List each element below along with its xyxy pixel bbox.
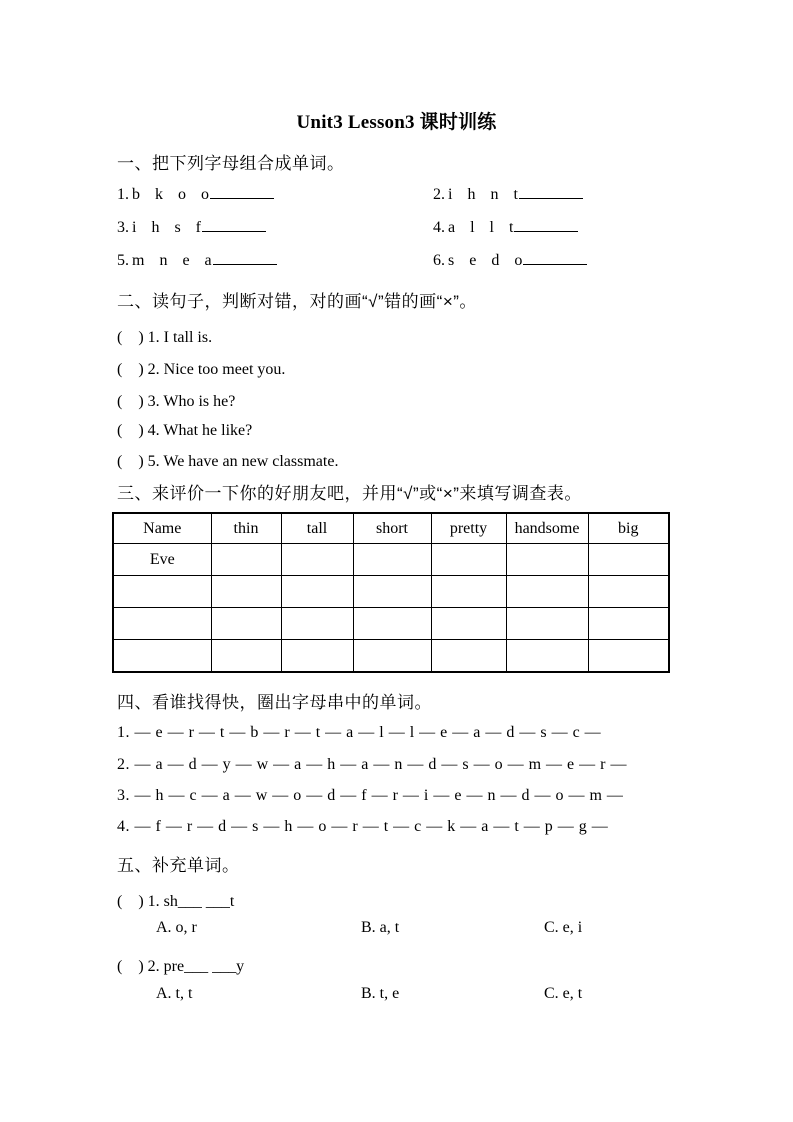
table-cell	[211, 640, 281, 673]
table-cell	[281, 640, 353, 673]
table-cell	[431, 544, 506, 576]
table-header-cell: handsome	[506, 513, 588, 544]
table-cell	[353, 608, 431, 640]
table-header-cell: pretty	[431, 513, 506, 544]
survey-table	[112, 512, 670, 673]
word-item-5	[117, 252, 277, 270]
table-header-cell: Name	[113, 513, 211, 544]
item-number: 3.	[117, 219, 129, 236]
item-letters: i h s f	[132, 219, 201, 236]
answer-blank	[519, 197, 583, 199]
table-cell	[281, 576, 353, 608]
item-letters: b k o o	[132, 186, 209, 203]
word-item-1	[117, 186, 274, 204]
table-cell	[588, 544, 669, 576]
judge-item-2: ( ) 2. Nice too meet you.	[117, 361, 286, 378]
fill-word-stem-1: ( ) 1. sh___ ___t	[117, 893, 235, 910]
table-cell-name	[113, 640, 211, 673]
item-letters: i h n t	[448, 186, 518, 203]
judge-item-3: ( ) 3. Who is he?	[117, 393, 236, 410]
word-item-4	[433, 219, 578, 237]
option-1a: A. o, r	[156, 919, 197, 936]
word-item-3	[117, 219, 266, 237]
table-cell	[281, 544, 353, 576]
answer-blank	[523, 263, 587, 265]
item-number: 5.	[117, 252, 129, 269]
page-title: Unit3 Lesson3 课时训练	[296, 112, 497, 133]
option-1c: C. e, i	[544, 919, 583, 936]
letter-string-line-3: 3. — h — c — a — w — o — d — f — r — i — e — n — d — o — m —	[117, 787, 624, 804]
item-letters: a l l t	[448, 219, 514, 236]
table-cell	[211, 576, 281, 608]
option-2c: C. e, t	[544, 985, 583, 1002]
table-cell-name	[113, 608, 211, 640]
table-header-row	[113, 513, 669, 544]
answer-blank	[210, 197, 274, 199]
item-number: 6.	[433, 252, 445, 269]
word-item-6	[433, 252, 587, 270]
table-cell	[431, 608, 506, 640]
letter-string-line-2: 2. — a — d — y — w — a — h — a — n — d — s — o — m — e — r —	[117, 756, 627, 773]
word-item-2	[433, 186, 583, 204]
table-cell	[353, 576, 431, 608]
table-cell	[353, 640, 431, 673]
table-cell	[506, 608, 588, 640]
table-cell	[506, 544, 588, 576]
answer-blank	[202, 230, 266, 232]
table-row	[113, 544, 669, 576]
table-cell	[588, 576, 669, 608]
table-cell	[353, 544, 431, 576]
table-cell	[211, 608, 281, 640]
table-header-cell: tall	[281, 513, 353, 544]
item-number: 4.	[433, 219, 445, 236]
table-row	[113, 640, 669, 673]
table-header-cell: big	[588, 513, 669, 544]
option-2b: B. t, e	[361, 985, 400, 1002]
table-cell	[211, 544, 281, 576]
letter-string-line-4: 4. — f — r — d — s — h — o — r — t — c — k — a — t — p — g —	[117, 818, 609, 835]
fill-word-stem-2: ( ) 2. pre___ ___y	[117, 958, 245, 975]
section3-heading: 三、来评价一下你的好朋友吧，并用“√”或“×”来填写调查表。	[117, 484, 582, 503]
section1-heading: 一、把下列字母组合成单词。	[117, 154, 345, 173]
table-cell	[588, 608, 669, 640]
table-cell-name: Eve	[113, 544, 211, 576]
table-cell	[506, 640, 588, 673]
judge-item-1: ( ) 1. I tall is.	[117, 329, 213, 346]
table-cell	[431, 576, 506, 608]
answer-blank	[514, 230, 578, 232]
table-cell	[588, 640, 669, 673]
table-header-cell: thin	[211, 513, 281, 544]
section2-heading: 二、读句子，判断对错，对的画“√”错的画“×”。	[117, 292, 477, 311]
table-cell	[431, 640, 506, 673]
table-cell-name	[113, 576, 211, 608]
item-number: 1.	[117, 186, 129, 203]
item-letters: s e d o	[448, 252, 523, 269]
answer-blank	[213, 263, 277, 265]
table-row	[113, 576, 669, 608]
item-letters: m n e a	[132, 252, 212, 269]
letter-string-line-1: 1. — e — r — t — b — r — t — a — l — l — e — a — d — s — c —	[117, 724, 602, 741]
option-2a: A. t, t	[156, 985, 193, 1002]
judge-item-5: ( ) 5. We have an new classmate.	[117, 453, 339, 470]
section5-heading: 五、补充单词。	[117, 856, 240, 875]
judge-item-4: ( ) 4. What he like?	[117, 422, 253, 439]
table-cell	[506, 576, 588, 608]
table-row	[113, 608, 669, 640]
table-header-cell: short	[353, 513, 431, 544]
section4-heading: 四、看谁找得快，圈出字母串中的单词。	[117, 693, 432, 712]
option-1b: B. a, t	[361, 919, 400, 936]
item-number: 2.	[433, 186, 445, 203]
table-cell	[281, 608, 353, 640]
